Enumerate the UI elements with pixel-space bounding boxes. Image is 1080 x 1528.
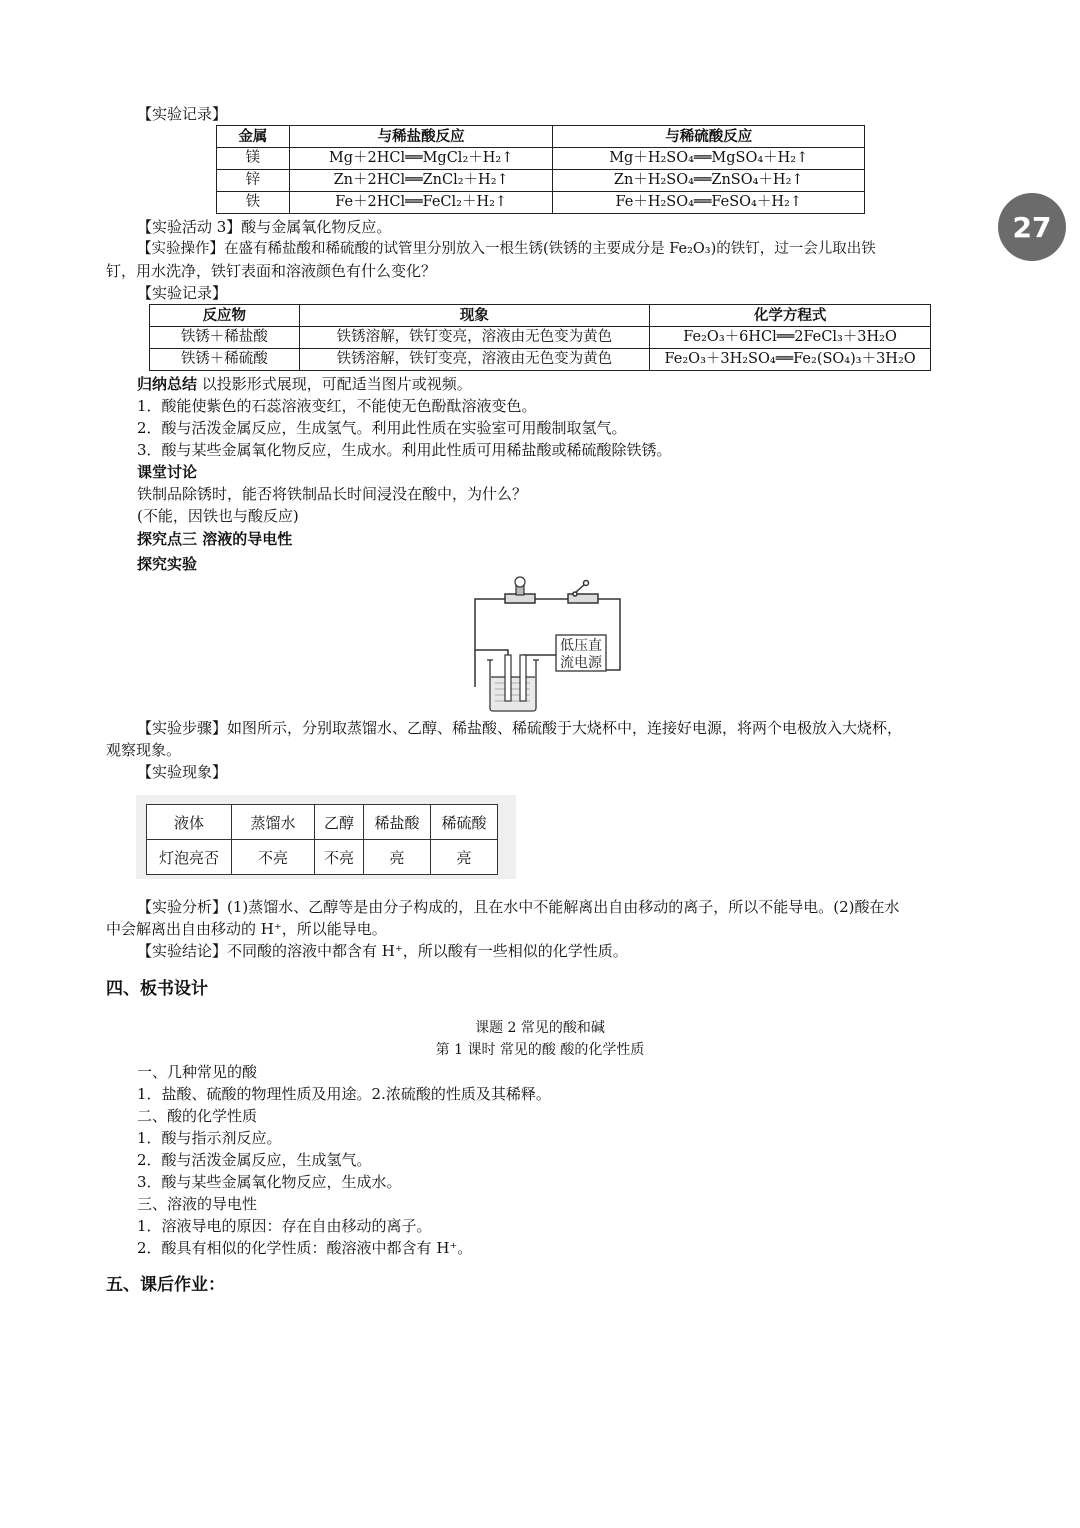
section5-heading: 五、课后作业： [106, 1275, 225, 1295]
page-number-badge: 27 [998, 193, 1066, 261]
table-header: 与稀盐酸反应 [289, 126, 553, 148]
steps-line1: 【实验步骤】如图所示，分别取蒸馏水、乙醇、稀盐酸、稀硫酸于大烧杯中，连接好电源，将两个电极放入大烧杯， [137, 719, 903, 737]
rust-acid-table [149, 304, 931, 371]
board-line: 2．酸与活泼金属反应，生成氢气。 [137, 1151, 372, 1169]
table-header-row [217, 126, 865, 148]
metal-acid-table [216, 125, 865, 214]
analysis-line1: 【实验分析】(1)蒸馏水、乙醇等是由分子构成的，且在水中不能解离出自由移动的离子，所以不能导电。(2)酸在水 [137, 898, 900, 916]
table-header: 稀盐酸 [364, 805, 431, 840]
equation-cell: Fe₂O₃＋6HCl══2FeCl₃＋3H₂O [650, 327, 931, 349]
board-line: 1．盐酸、硫酸的物理性质及用途。2.浓硫酸的性质及其稀释。 [137, 1085, 551, 1103]
table-cell: 亮 [431, 840, 498, 875]
beaker-icon [487, 660, 539, 711]
board-title1: 课题 2 常见的酸和碱 [475, 1020, 605, 1036]
equation-cell: Mg＋2HCl══MgCl₂＋H₂↑ [289, 148, 553, 170]
board-line: 一、几种常见的酸 [137, 1063, 258, 1081]
board-line: 三、溶液的导电性 [137, 1195, 258, 1213]
board-line: 2．酸具有相似的化学性质：酸溶液中都含有 H⁺。 [137, 1239, 473, 1257]
board-line: 二、酸的化学性质 [137, 1107, 258, 1125]
table-cell: 不亮 [232, 840, 315, 875]
analysis-line2: 中会解离出自由移动的 H⁺，所以能导电。 [106, 920, 387, 938]
table-header: 金属 [217, 126, 290, 148]
board-line: 1．溶液导电的原因：存在自由移动的离子。 [137, 1217, 432, 1235]
board-line: 3．酸与某些金属氧化物反应，生成水。 [137, 1173, 402, 1191]
conclusion: 【实验结论】不同酸的溶液中都含有 H⁺，所以酸有一些相似的化学性质。 [137, 942, 628, 960]
metal-cell: 镁 [217, 148, 290, 170]
table-row [150, 349, 931, 371]
phenomenon-cell: 铁锈溶解，铁钉变亮，溶液由无色变为黄色 [299, 349, 650, 371]
power-source-label-line1: 低压直 [560, 638, 602, 654]
explore3-heading: 探究点三 溶液的导电性 [137, 530, 293, 548]
discussion-answer: (不能，因铁也与酸反应) [137, 507, 299, 525]
metal-cell: 铁 [217, 192, 290, 214]
discussion-question: 铁制品除锈时，能否将铁制品长时间浸没在酸中，为什么？ [137, 485, 528, 503]
metal-cell: 锌 [217, 170, 290, 192]
equation-cell: Fe＋H₂SO₄══FeSO₄＋H₂↑ [553, 192, 865, 214]
board-line: 1．酸与指示剂反应。 [137, 1129, 282, 1147]
table-header: 现象 [299, 305, 650, 327]
explore-experiment-heading: 探究实验 [137, 555, 198, 573]
equation-cell: Fe₂O₃＋3H₂SO₄══Fe₂(SO₄)₃＋3H₂O [650, 349, 931, 371]
table-row [217, 148, 865, 170]
table-row [217, 170, 865, 192]
table-header: 液体 [147, 805, 232, 840]
power-source-label-line2: 流电源 [560, 655, 602, 671]
equation-cell: Mg＋H₂SO₄══MgSO₄＋H₂↑ [553, 148, 865, 170]
phenomenon-cell: 铁锈溶解，铁钉变亮，溶液由无色变为黄色 [299, 327, 650, 349]
summary-item: 2．酸与活泼金属反应，生成氢气。利用此性质在实验室可用酸制取氢气。 [137, 419, 627, 437]
equation-cell: Fe＋2HCl══FeCl₂＋H₂↑ [289, 192, 553, 214]
table-header: 乙醇 [315, 805, 364, 840]
switch-base [568, 594, 598, 603]
table-row [147, 840, 498, 875]
table-cell: 灯泡亮否 [147, 840, 232, 875]
record2-heading: 【实验记录】 [137, 284, 228, 302]
equation-cell: Zn＋H₂SO₄══ZnSO₄＋H₂↑ [553, 170, 865, 192]
summary-item: 3．酸与某些金属氧化物反应，生成水。利用此性质可用稀盐酸或稀硫酸除铁锈。 [137, 441, 672, 459]
table-header: 化学方程式 [650, 305, 931, 327]
steps-line2: 观察现象。 [106, 741, 182, 759]
equation-cell: Zn＋2HCl══ZnCl₂＋H₂↑ [289, 170, 553, 192]
table-cell: 亮 [364, 840, 431, 875]
light-bulb-icon [515, 577, 525, 595]
table-cell: 不亮 [315, 840, 364, 875]
section4-heading: 四、板书设计 [106, 979, 208, 999]
reactant-cell: 铁锈＋稀盐酸 [150, 327, 300, 349]
table-row [150, 327, 931, 349]
activity3-heading: 【实验活动 3】酸与金属氧化物反应。 [137, 218, 392, 236]
observation-table [146, 804, 498, 875]
reactant-cell: 铁锈＋稀硫酸 [150, 349, 300, 371]
table-header: 稀硫酸 [431, 805, 498, 840]
conductivity-apparatus-diagram [460, 575, 635, 715]
operation-line1: 【实验操作】在盛有稀盐酸和稀硫酸的试管里分别放入一根生锈(铁锈的主要成分是 Fe₂O₃)的铁钉，过一会儿取出铁 [137, 241, 876, 257]
table-header-row [150, 305, 931, 327]
operation-line2: 钉，用水洗净，铁钉表面和溶液颜色有什么变化？ [106, 262, 437, 280]
table-row [217, 192, 865, 214]
table-header: 蒸馏水 [232, 805, 315, 840]
summary-note: 以投影形式展现，可配适当图片或视频。 [197, 375, 472, 393]
board-title2: 第 1 课时 常见的酸 酸的化学性质 [435, 1042, 645, 1058]
summary-heading [137, 373, 472, 395]
discussion-title: 课堂讨论 [137, 463, 198, 481]
phenomenon-heading: 【实验现象】 [137, 763, 228, 781]
table-header: 与稀硫酸反应 [553, 126, 865, 148]
table-header: 反应物 [150, 305, 300, 327]
summary-title: 归纳总结 [137, 375, 198, 393]
record1-heading: 【实验记录】 [137, 105, 228, 123]
table-header-row [147, 805, 498, 840]
summary-item: 1．酸能使紫色的石蕊溶液变红，不能使无色酚酞溶液变色。 [137, 397, 537, 415]
